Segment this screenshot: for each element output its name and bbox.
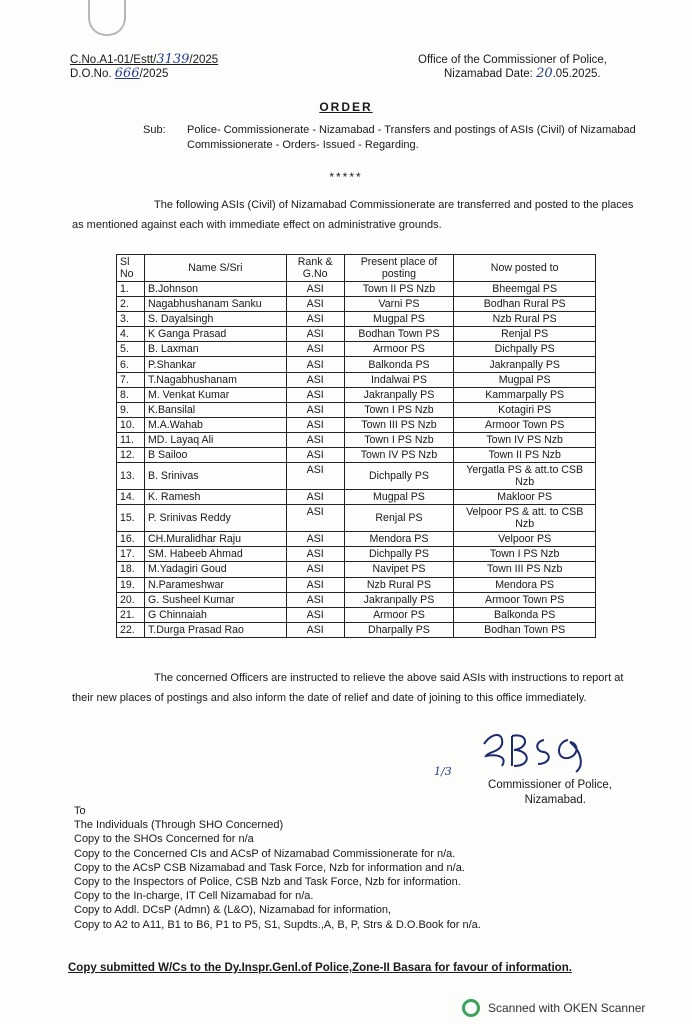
- file-number: [70, 53, 218, 67]
- cell-name: P. Srinivas Reddy: [144, 505, 286, 532]
- table-row: [117, 432, 596, 447]
- cell-now-posted: Velpoor PS & att. to CSB Nzb: [454, 505, 596, 532]
- distribution-line: Copy to Addl. DCsP (Admn) & (L&O), Nizamabad for information,: [74, 904, 392, 917]
- file-number-handwritten: 3139: [156, 52, 190, 67]
- cell-present-posting: Armoor PS: [344, 607, 454, 622]
- office-date-rest: .05.2025.: [552, 68, 601, 80]
- cell-now-posted: Town IV PS Nzb: [454, 432, 596, 447]
- cell-present-posting: Town I PS Nzb: [344, 402, 454, 417]
- cell-name: S. Dayalsingh: [144, 312, 286, 327]
- table-body: [117, 282, 596, 638]
- table-row: [117, 448, 596, 463]
- cell-name: B Sailoo: [144, 448, 286, 463]
- cell-name: MD. Layaq Ali: [144, 432, 286, 447]
- cell-sl-no: 4.: [117, 327, 145, 342]
- cell-sl-no: 14.: [117, 490, 145, 505]
- cell-now-posted: Dichpally PS: [454, 342, 596, 357]
- cell-rank: ASI: [286, 547, 344, 562]
- cell-sl-no: 16.: [117, 532, 145, 547]
- cell-rank: ASI: [286, 607, 344, 622]
- cell-rank: ASI: [286, 490, 344, 505]
- cell-sl-no: 2.: [117, 297, 145, 312]
- cell-name: SM. Habeeb Ahmad: [144, 547, 286, 562]
- cell-rank: ASI: [286, 327, 344, 342]
- cell-now-posted: Armoor Town PS: [454, 592, 596, 607]
- signatory-place: Nizamabad.: [524, 794, 586, 806]
- cell-now-posted: Bheemgal PS: [454, 282, 596, 297]
- cell-sl-no: 21.: [117, 607, 145, 622]
- cell-rank: ASI: [286, 532, 344, 547]
- scanner-logo-icon: [462, 999, 480, 1017]
- reference-numbers: [70, 53, 218, 81]
- commissioner-signature: [472, 722, 592, 780]
- cell-now-posted: Town II PS Nzb: [454, 448, 596, 463]
- cell-now-posted: Nzb Rural PS: [454, 312, 596, 327]
- signatory-title: Commissioner of Police,: [488, 779, 612, 791]
- cell-sl-no: 10.: [117, 417, 145, 432]
- cell-sl-no: 17.: [117, 547, 145, 562]
- signature-date-handwritten: 1/3: [434, 765, 452, 778]
- header-rank: Rank & G.No: [286, 255, 344, 282]
- distribution-line: Copy to A2 to A11, B1 to B6, P1 to P5, S1, Supdts.,A, B, P, Strs & D.O.Book for n/a.: [74, 918, 481, 931]
- cell-rank: ASI: [286, 448, 344, 463]
- cell-name: K. Ramesh: [144, 490, 286, 505]
- table-row: [117, 505, 596, 532]
- cell-present-posting: Mugpal PS: [344, 490, 454, 505]
- cell-rank: ASI: [286, 432, 344, 447]
- table-row: [117, 297, 596, 312]
- cell-rank: ASI: [286, 342, 344, 357]
- cell-name: P.Shankar: [144, 357, 286, 372]
- cell-sl-no: 8.: [117, 387, 145, 402]
- cell-now-posted: Town I PS Nzb: [454, 547, 596, 562]
- cell-name: M.A.Wahab: [144, 417, 286, 432]
- table-row: [117, 463, 596, 490]
- cell-sl-no: 9.: [117, 402, 145, 417]
- table-row: [117, 562, 596, 577]
- distribution-line: Copy to the Inspectors of Police, CSB Nzb and Task Force, Nzb for information.: [74, 876, 461, 889]
- do-number: [70, 67, 218, 81]
- cell-sl-no: 1.: [117, 282, 145, 297]
- cell-present-posting: Bodhan Town PS: [344, 327, 454, 342]
- header-present-posting: Present place of posting: [344, 255, 454, 282]
- cell-name: B. Srinivas: [144, 463, 286, 490]
- cell-sl-no: 22.: [117, 622, 145, 637]
- cell-name: CH.Muralidhar Raju: [144, 532, 286, 547]
- cell-now-posted: Kammarpally PS: [454, 387, 596, 402]
- cell-rank: ASI: [286, 297, 344, 312]
- cell-now-posted: Renjal PS: [454, 327, 596, 342]
- cell-sl-no: 6.: [117, 357, 145, 372]
- table-row: [117, 402, 596, 417]
- cell-present-posting: Town IV PS Nzb: [344, 448, 454, 463]
- cell-name: Nagabhushanam Sanku: [144, 297, 286, 312]
- separator: *****: [329, 170, 363, 184]
- cell-present-posting: Jakranpally PS: [344, 592, 454, 607]
- cell-rank: ASI: [286, 505, 344, 532]
- distribution-line: Copy to the Concerned CIs and ACsP of Nizamabad Commissionerate for n/a.: [74, 847, 456, 860]
- cell-present-posting: Renjal PS: [344, 505, 454, 532]
- distribution-line: Copy to the ACsP CSB Nizamabad and Task Force, Nzb for information and n/a.: [74, 861, 465, 874]
- do-number-year: /2025: [139, 68, 169, 80]
- cell-present-posting: Jakranpally PS: [344, 387, 454, 402]
- cell-sl-no: 11.: [117, 432, 145, 447]
- header-name: Name S/Sri: [144, 255, 286, 282]
- cell-sl-no: 18.: [117, 562, 145, 577]
- cell-now-posted: Yergatla PS & att.to CSB Nzb: [454, 463, 596, 490]
- table-row: [117, 417, 596, 432]
- table-row: [117, 490, 596, 505]
- signatory-designation: [470, 778, 612, 808]
- cell-sl-no: 7.: [117, 372, 145, 387]
- subject-label: Sub:: [143, 124, 166, 136]
- distribution-list: [74, 804, 481, 932]
- cell-present-posting: Varni PS: [344, 297, 454, 312]
- table-row: [117, 547, 596, 562]
- cell-now-posted: Mugpal PS: [454, 372, 596, 387]
- cell-rank: ASI: [286, 577, 344, 592]
- cell-now-posted: Bodhan Rural PS: [454, 297, 596, 312]
- table-row: [117, 577, 596, 592]
- cell-present-posting: Dichpally PS: [344, 547, 454, 562]
- header-sl-no: Sl No: [117, 255, 145, 282]
- order-title: ORDER: [319, 100, 373, 114]
- cell-sl-no: 15.: [117, 505, 145, 532]
- copy-submitted-line: Copy submitted W/Cs to the Dy.Inspr.Genl.of Police,Zone-II Basara for favour of information.: [68, 962, 572, 974]
- cell-present-posting: Town III PS Nzb: [344, 417, 454, 432]
- cell-name: B. Laxman: [144, 342, 286, 357]
- cell-name: G. Susheel Kumar: [144, 592, 286, 607]
- cell-present-posting: Mendora PS: [344, 532, 454, 547]
- transfer-table: [116, 254, 596, 638]
- file-number-prefix: C.No.A1-01/Estt/: [70, 54, 157, 66]
- cell-present-posting: Mugpal PS: [344, 312, 454, 327]
- cell-sl-no: 12.: [117, 448, 145, 463]
- table-row: [117, 532, 596, 547]
- cell-rank: ASI: [286, 357, 344, 372]
- cell-present-posting: Armoor PS: [344, 342, 454, 357]
- cell-now-posted: Armoor Town PS: [454, 417, 596, 432]
- table-row: [117, 312, 596, 327]
- cell-now-posted: Mendora PS: [454, 577, 596, 592]
- office-address: [418, 53, 607, 81]
- cell-now-posted: Velpoor PS: [454, 532, 596, 547]
- cell-name: K Ganga Prasad: [144, 327, 286, 342]
- subject-text: Police- Commissionerate - Nizamabad - Transfers and postings of ASIs (Civil) of Nizamabad Commissionerate - Orders- Issued - Regarding.: [187, 124, 636, 151]
- cell-sl-no: 19.: [117, 577, 145, 592]
- table-row: [117, 607, 596, 622]
- intro-paragraph: The following ASIs (Civil) of Nizamabad Commissionerate are transferred and posted to the places as mentioned against each with immediate effect on administrative grounds.: [72, 199, 634, 231]
- table-header-row: [117, 255, 596, 282]
- cell-rank: ASI: [286, 622, 344, 637]
- cell-present-posting: Dichpally PS: [344, 463, 454, 490]
- cell-name: M.Yadagiri Goud: [144, 562, 286, 577]
- cell-sl-no: 13.: [117, 463, 145, 490]
- subject: [143, 123, 653, 155]
- distribution-line: Copy to the SHOs Concerned for n/a: [74, 833, 254, 846]
- table-row: [117, 282, 596, 297]
- cell-now-posted: Makloor PS: [454, 490, 596, 505]
- cell-rank: ASI: [286, 417, 344, 432]
- cell-present-posting: Balkonda PS: [344, 357, 454, 372]
- table-row: [117, 342, 596, 357]
- cell-rank: ASI: [286, 282, 344, 297]
- cell-present-posting: Indalwai PS: [344, 372, 454, 387]
- table-row: [117, 357, 596, 372]
- cell-sl-no: 20.: [117, 592, 145, 607]
- table-row: [117, 622, 596, 637]
- do-number-prefix: D.O.No.: [70, 68, 112, 80]
- paper-clip: [88, 0, 126, 36]
- file-number-year: /2025: [189, 54, 219, 66]
- scanner-watermark: [462, 999, 645, 1017]
- office-date-handwritten: 20: [536, 66, 553, 81]
- table-row: [117, 327, 596, 342]
- distribution-line: Copy to the In-charge, IT Cell Nizamabad for n/a.: [74, 890, 314, 903]
- scanner-watermark-text: Scanned with OKEN Scanner: [488, 1001, 646, 1015]
- cell-now-posted: Balkonda PS: [454, 607, 596, 622]
- office-date-prefix: Nizamabad Date:: [444, 68, 533, 80]
- office-date-line: [418, 67, 607, 81]
- cell-rank: ASI: [286, 463, 344, 490]
- cell-now-posted: Town III PS Nzb: [454, 562, 596, 577]
- cell-rank: ASI: [286, 387, 344, 402]
- cell-name: G Chinnaiah: [144, 607, 286, 622]
- cell-rank: ASI: [286, 592, 344, 607]
- table-row: [117, 372, 596, 387]
- cell-present-posting: Town I PS Nzb: [344, 432, 454, 447]
- cell-sl-no: 3.: [117, 312, 145, 327]
- cell-rank: ASI: [286, 372, 344, 387]
- instruction-paragraph: The concerned Officers are instructed to relieve the above said ASIs with instructions to report at their new places of postings and also inform the date of relief and date of joining to this office immediately.: [72, 672, 624, 704]
- cell-now-posted: Bodhan Town PS: [454, 622, 596, 637]
- do-number-handwritten: 666: [114, 66, 140, 81]
- cell-present-posting: Dharpally PS: [344, 622, 454, 637]
- distribution-line: To: [74, 805, 86, 817]
- table-row: [117, 387, 596, 402]
- cell-name: N.Parameshwar: [144, 577, 286, 592]
- cell-now-posted: Kotagiri PS: [454, 402, 596, 417]
- cell-name: M. Venkat Kumar: [144, 387, 286, 402]
- cell-name: T.Nagabhushanam: [144, 372, 286, 387]
- cell-name: K.Bansilal: [144, 402, 286, 417]
- cell-rank: ASI: [286, 402, 344, 417]
- distribution-line: The Individuals (Through SHO Concerned): [74, 819, 284, 832]
- cell-now-posted: Jakranpally PS: [454, 357, 596, 372]
- office-name: Office of the Commissioner of Police,: [418, 54, 607, 66]
- table-row: [117, 592, 596, 607]
- header-now-posted: Now posted to: [454, 255, 596, 282]
- cell-present-posting: Navipet PS: [344, 562, 454, 577]
- cell-rank: ASI: [286, 562, 344, 577]
- cell-rank: ASI: [286, 312, 344, 327]
- cell-present-posting: Nzb Rural PS: [344, 577, 454, 592]
- cell-present-posting: Town II PS Nzb: [344, 282, 454, 297]
- cell-sl-no: 5.: [117, 342, 145, 357]
- cell-name: T.Durga Prasad Rao: [144, 622, 286, 637]
- cell-name: B.Johnson: [144, 282, 286, 297]
